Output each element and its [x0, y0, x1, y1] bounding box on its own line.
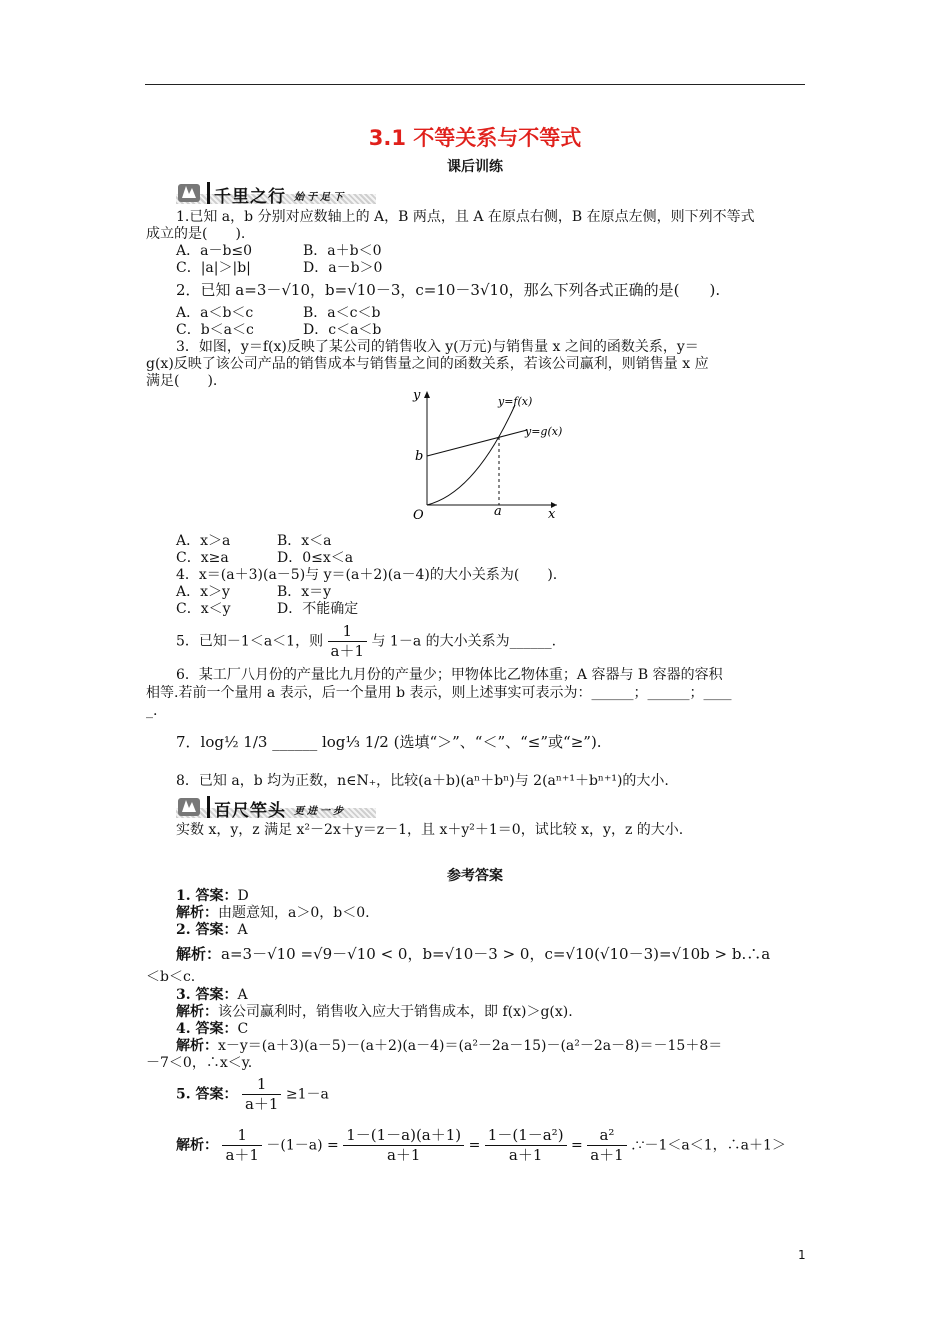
q3-function-graph [405, 383, 565, 533]
q6-line1: 6．某工厂八月份的产量比九月份的产量少；甲物体比乙物体重；A 容器与 B 容器的容积 [176, 667, 723, 683]
explanation-label: 解析： [176, 1004, 218, 1020]
b-label: b [415, 449, 424, 464]
answer-4 [176, 1021, 248, 1038]
q4-option-b: B．x＝y [277, 584, 332, 600]
answer-2-label: 2. 答案： [176, 922, 238, 938]
answer-4-label: 4. 答案： [176, 1021, 238, 1037]
explanation-text: 由题意知，a＞0，b＜0. [218, 905, 370, 921]
q2-option-b: B．a＜c＜b [303, 305, 381, 321]
frac-den: a＋1 [244, 1095, 279, 1113]
banner-main-text: 千里之行 [214, 187, 286, 207]
answer-4-value: C [237, 1021, 249, 1037]
q1-option-d: D．a－b＞0 [303, 260, 383, 276]
q3-option-c: C．x≥a [176, 550, 229, 566]
answer-2-explanation-cont: ＜b＜c. [146, 969, 196, 985]
q5-line [176, 622, 556, 661]
answer-5-label: 5. 答案： [176, 1086, 238, 1103]
y-axis-arrow-icon [424, 391, 430, 398]
answers-heading: 参考答案 [447, 868, 503, 884]
a5-tail: .∵－1＜a＜1，∴a＋1＞ [631, 1137, 786, 1154]
curve-f [427, 405, 515, 505]
q3-option-a: A．x＞a [176, 533, 231, 549]
q2-option-c: C．b＜a＜c [176, 322, 254, 338]
q4-option-a: A．x＞y [176, 584, 230, 600]
section-banner-extension [176, 794, 376, 820]
frac-den: a＋1 [386, 1146, 421, 1164]
q1-line2: 成立的是( ). [146, 226, 246, 242]
answer-2 [176, 922, 248, 939]
banner-sub-text: 始于足下 [294, 192, 346, 203]
q7-line: 7．log½ 1/3 ______ log⅓ 1/2 (选填“＞”、“＜”、“≤”或“≥”). [176, 733, 602, 751]
banner-sub-text: 更进一步 [294, 806, 346, 817]
answer-1 [176, 888, 249, 905]
q1-option-a: A．a－b≤0 [176, 243, 253, 259]
a5-frac-1 [222, 1126, 262, 1165]
q4-option-d: D．不能确定 [277, 601, 359, 617]
explanation-label: 解析： [176, 1038, 218, 1054]
q4-line: 4．x＝(a＋3)(a－5)与 y＝(a＋2)(a－4)的大小关系为( ). [176, 567, 558, 583]
q1-option-c: C．|a|＞|b| [176, 260, 251, 276]
f-label: y=f(x) [498, 395, 533, 408]
q4-option-c: C．x＜y [176, 601, 231, 617]
extension-question: 实数 x，y，z 满足 x²－2x＋y＝z－1，且 x＋y²＋1＝0，试比较 x，y，z 的大小. [176, 822, 684, 838]
frac-num: 1 [222, 1126, 262, 1146]
header-rule [145, 84, 805, 85]
q6-line3: _. [146, 703, 158, 719]
q5-frac-num: 1 [328, 622, 368, 642]
frac-num: 1－(1－a²) [485, 1126, 567, 1146]
book-logo-icon [176, 180, 204, 204]
answer-1-explanation [176, 905, 370, 922]
q3-option-d: D．0≤x＜a [277, 550, 354, 566]
explanation-text: x－y＝(a＋3)(a－5)－(a＋2)(a－4)＝(a²－2a－15)－(a²－2a－8)＝－15＋8＝ [218, 1038, 723, 1054]
q3-line2: g(x)反映了该公司产品的销售成本与销售量之间的函数关系，若该公司赢利，则销售量 x 应 [146, 356, 709, 372]
answer-2-value: A [237, 922, 248, 938]
line-g [427, 430, 527, 456]
q3-line1: 3．如图，y＝f(x)反映了某公司的销售收入 y(万元)与销售量 x 之间的函数关系，y＝ [176, 339, 699, 355]
answer-1-label: 1. 答案： [176, 888, 238, 904]
frac-num: 1－(1－a)(a＋1) [343, 1126, 464, 1146]
q1-option-b: B．a＋b＜0 [303, 243, 382, 259]
a5-eq-3: = [571, 1137, 583, 1154]
page-title: 3.1 不等关系与不等式 [368, 126, 582, 150]
explanation-label: 解析： [176, 1137, 218, 1154]
answer-5 [176, 1075, 329, 1114]
page-number: 1 [798, 1248, 806, 1262]
page-subtitle: 课后训练 [447, 159, 503, 175]
answer-3-value: A [237, 987, 248, 1003]
q1-line1: 1.已知 a，b 分别对应数轴上的 A，B 两点，且 A 在原点右侧，B 在原点左侧，则下列不等式 [176, 209, 755, 225]
a5-frac-4 [587, 1126, 627, 1165]
answer-3-label: 3. 答案： [176, 987, 238, 1003]
answer-4-explanation-cont: －7＜0，∴x＜y. [146, 1055, 253, 1071]
answer-1-value: D [237, 888, 249, 904]
a5-frac-2 [343, 1126, 464, 1165]
y-axis-label: y [413, 388, 421, 403]
q3-option-b: B．x＜a [277, 533, 332, 549]
q2-option-d: D．c＜a＜b [303, 322, 382, 338]
answer-3 [176, 987, 248, 1004]
answer-3-explanation [176, 1004, 573, 1021]
answer-5-explanation [176, 1126, 786, 1165]
g-label: y=g(x) [525, 425, 563, 438]
q8-line: 8．已知 a，b 均为正数，n∈N₊，比较(a＋b)(aⁿ＋bⁿ)与 2(aⁿ⁺¹＋bⁿ⁺¹)的大小. [176, 773, 669, 789]
explanation-label: 解析： [176, 905, 218, 921]
frac-num: 1 [242, 1075, 282, 1095]
a-label: a [494, 504, 502, 519]
banner-main-text: 百尺竿头 [214, 801, 286, 821]
banner-separator [207, 182, 210, 204]
frac-den: a＋1 [590, 1146, 624, 1164]
q6-line2: 相等.若前一个量用 a 表示，后一个量用 b 表示，则上述事实可表示为：______；______；____ [146, 685, 732, 701]
section-banner-basic [176, 180, 376, 206]
origin-label: O [413, 508, 424, 523]
answer-2-explanation [176, 946, 770, 963]
q5-fraction [328, 622, 368, 661]
a5-mid-1: －(1－a) = [266, 1137, 339, 1154]
explanation-text: a=3－√10 =√9－√10 < 0，b=√10－3 > 0，c=√10(√10－3)=√10b > b.∴a [221, 945, 771, 963]
x-axis-label: x [548, 507, 556, 522]
a5-eq-2: = [468, 1137, 481, 1154]
q3-line3: 满足( ). [146, 373, 218, 389]
frac-den: a＋1 [225, 1146, 259, 1164]
book-logo-icon [176, 794, 204, 818]
q5-pre: 5．已知－1＜a＜1，则 [176, 633, 324, 650]
q5-frac-den: a＋1 [330, 642, 365, 660]
banner-separator [207, 796, 210, 818]
q5-post: 与 1－a 的大小关系为______. [371, 633, 557, 650]
frac-num: a² [587, 1126, 627, 1146]
explanation-label: 解析： [176, 945, 222, 963]
answer-4-explanation [176, 1038, 722, 1055]
q2-line: 2．已知 a=3－√10，b=√10－3，c=10－3√10，那么下列各式正确的是( ). [176, 281, 721, 299]
answer-5-fraction [242, 1075, 282, 1114]
q2-option-a: A．a＜b＜c [176, 305, 254, 321]
a5-frac-3 [485, 1126, 567, 1165]
answer-5-post: ≥1－a [285, 1086, 329, 1103]
frac-den: a＋1 [508, 1146, 543, 1164]
explanation-text: 该公司赢利时，销售收入应大于销售成本，即 f(x)＞g(x). [218, 1004, 573, 1020]
